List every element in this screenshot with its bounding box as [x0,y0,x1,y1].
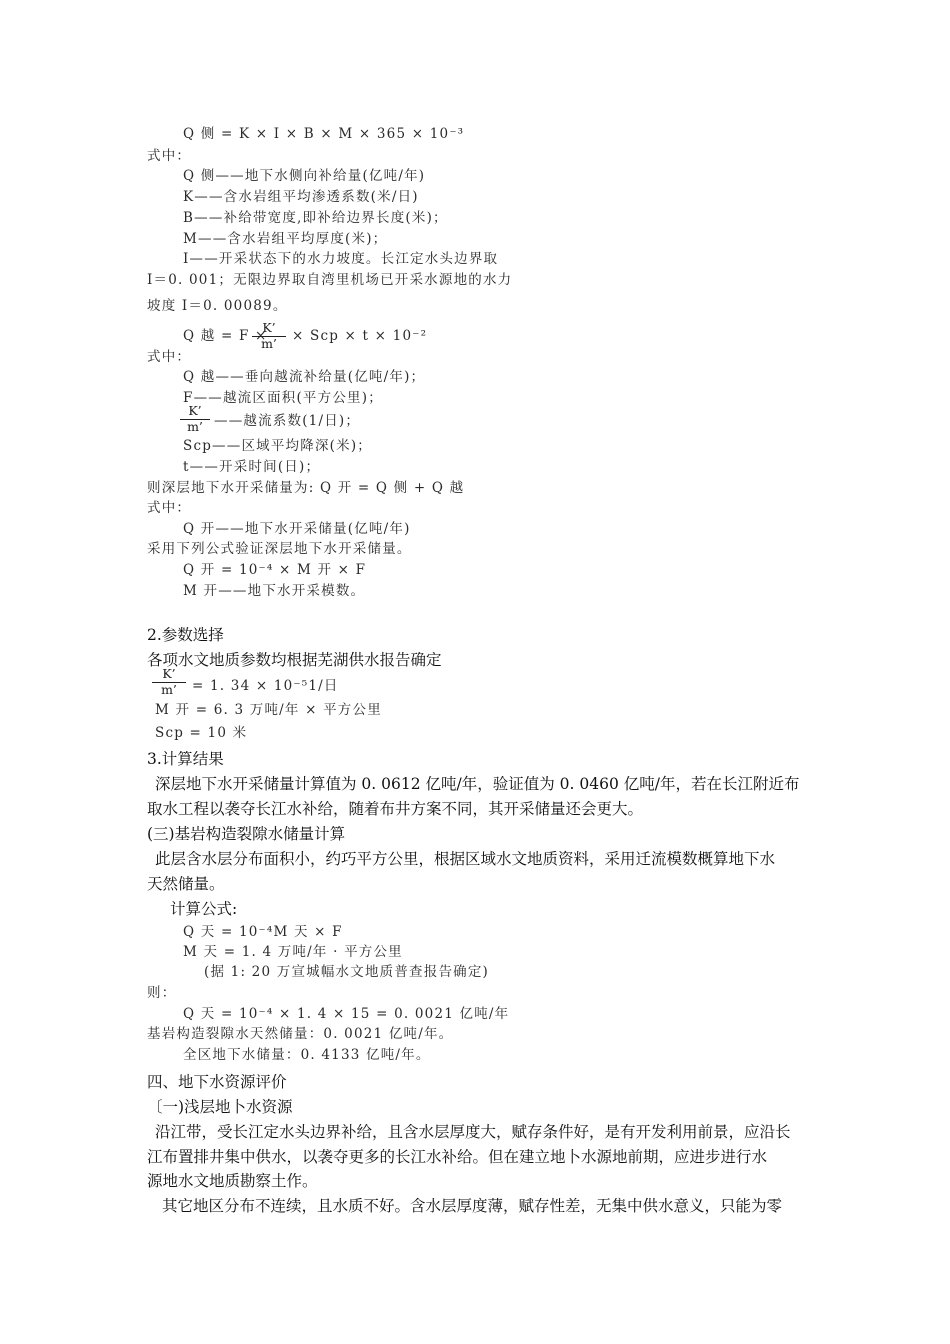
fraction-numerator: K’ [262,320,276,335]
subheading-shallow: 〔一)浅层地卜水资源 [147,1098,293,1116]
fraction-k-m-param [152,668,186,696]
def-i-cont: I＝0. 001；无限边界取自湾里机场已开采水源地的水力 [147,272,513,288]
def-q-side: Q 侧——地下水侧向补给量(亿吨/年) [183,168,426,184]
param-m-value: M 开 = 6. 3 万吨/年 × 平方公里 [155,702,382,718]
formula-q-cross-lhs: Q 越 = F × [183,328,268,344]
where-label-3: 式中： [147,500,192,516]
formula-m-natural: M 天 = 1. 4 万吨/年 · 平方公里 [183,944,403,960]
def-f: F——越流区面积(平方公里)； [183,390,383,406]
fraction-k-m-def [180,405,210,433]
param-k-value: = 1. 34 × 10⁻⁵1/日 [192,678,339,694]
formula-q-extract: Q 开 = 10⁻⁴ × M 开 × F [183,562,367,578]
total-storage: 则深层地下水开采储量为: Q 开 = Q 侧 + Q 越 [147,480,465,496]
formula-q-natural: Q 天 = 10⁻⁴M 天 × F [183,924,343,940]
total-groundwater-storage: 全区地下水储量：0. 4133 亿吨/年。 [183,1047,431,1063]
def-i-cont2: 坡度 I＝0. 00089。 [147,298,288,314]
parameters-intro: 各项水文地质参数均根据芜湖供水报告确定 [147,651,442,669]
param-scp-value: Scp = 10 米 [155,725,248,741]
fraction-denominator: m’ [187,418,203,434]
shallow-para-line3: 源地水文地质勘察土作。 [147,1172,318,1190]
formula-q-natural-calc: Q 天 = 10⁻⁴ × 1. 4 × 15 = 0. 0021 亿吨/年 [183,1006,510,1022]
def-i: I——开采状态下的水力坡度。长江定水头边界取 [183,251,499,267]
fraction-denominator: m’ [261,335,277,351]
formula-label: 计算公式: [170,900,238,918]
def-m: M——含水岩组平均厚度(米)； [183,231,388,247]
where-label: 式中： [147,148,192,164]
shallow-para-line1: 沿江带，受长江定水头边界补给，且含水层厚度大，赋存条件好，是有开发利用前景，应沿长 [155,1123,791,1141]
def-q-cross: Q 越——垂向越流补给量(亿吨/年)； [183,369,426,385]
fraction-numerator: K’ [162,666,176,681]
def-q-extract: Q 开——地下水开采储量(亿吨/年) [183,521,411,537]
formula-q-cross-rhs: × Scp × t × 10⁻² [292,328,428,344]
bedrock-para-line1: 此层含水层分布面积小，约巧平方公里，根据区域水文地质资料，采用迁流模数概算地下水 [155,850,776,868]
def-scp: Scp——区域平均降深(米)； [183,438,372,454]
fraction-numerator: K’ [188,403,202,418]
verify-text: 采用下列公式验证深层地下水开采储量。 [147,541,412,557]
heading-bedrock: (三)基岩构造裂隙水储量计算 [147,825,346,843]
def-b: B——补给带宽度,即补给边界长度(米)； [183,210,448,226]
def-t: t——开采时间(日)； [183,459,321,475]
heading-evaluation: 四、地下水资源评价 [147,1073,287,1091]
bedrock-natural-storage: 基岩构造裂隙水天然储量：0. 0021 亿吨/年。 [147,1026,454,1042]
def-m-extract: M 开——地下水开采模数。 [183,583,366,599]
heading-results: 3.计算结果 [147,750,224,768]
heading-parameters: 2.参数选择 [147,626,224,644]
where-label-2: 式中： [147,349,192,365]
def-k: K——含水岩组平均渗透系数(米/日) [183,189,419,205]
formula-source-note: (据 1: 20 万宣城幅水文地质普查报告确定) [204,964,490,980]
bedrock-para-line2: 天然储量。 [147,875,225,893]
fraction-k-m [252,322,286,350]
results-para-line2: 取水工程以袭夺长江水补给，随着布井方案不同，其开采储量还会更大。 [147,800,644,818]
formula-q-side: Q 侧 = K × I × B × M × 365 × 10⁻³ [183,126,465,142]
results-para-line1: 深层地下水开采储量计算值为 0. 0612 亿吨/年，验证值为 0. 0460 亿吨/年，若在长江附近布 [155,775,800,793]
fraction-denominator: m’ [161,681,177,697]
other-areas-para-line1: 其它地区分布不连续，且水质不好。含水层厚度薄，赋存性差，无集中供水意义，只能为零 [162,1197,783,1215]
def-k-text: ——越流系数(1/日)； [214,413,361,429]
shallow-para-line2: 江布置排井集中供水，以袭夺更多的长江水补给。但在建立地卜水源地前期，应进步进行水 [147,1148,768,1166]
then-label: 则： [147,985,177,1001]
